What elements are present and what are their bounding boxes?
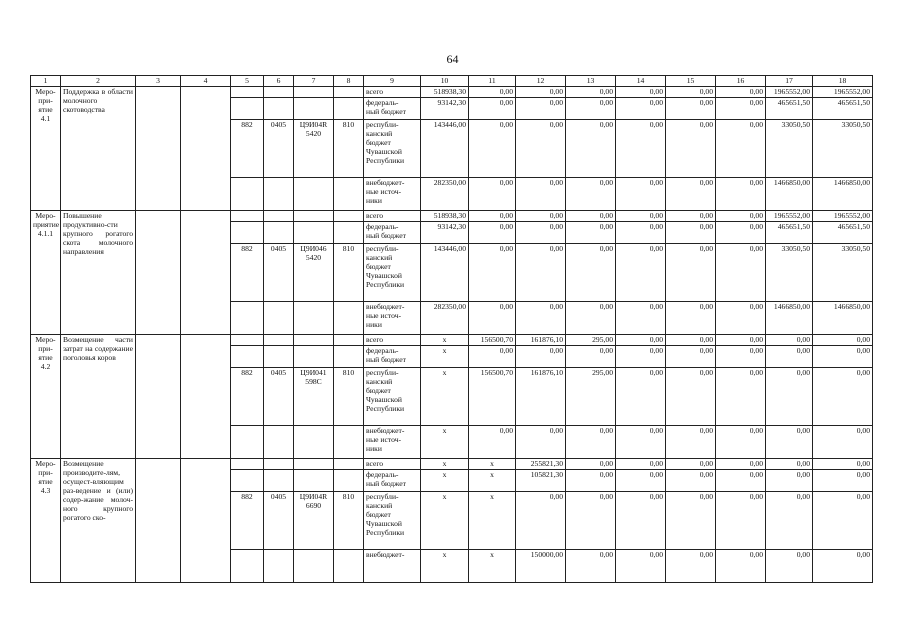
ministry-code	[231, 346, 264, 368]
value-cell: 465651,50	[766, 98, 813, 120]
expense-type-code	[334, 550, 364, 583]
value-cell: 156500,70	[469, 368, 516, 426]
funding-source: федераль- ный бюджет	[364, 346, 421, 368]
funding-source: федераль- ный бюджет	[364, 98, 421, 120]
event-label: Меро- при- ятие 4.3	[31, 459, 61, 583]
value-cell: 0,00	[666, 302, 716, 335]
ministry-code	[231, 426, 264, 459]
event-label: Меро- при- ятие 4.2	[31, 335, 61, 459]
value-cell: x	[421, 335, 469, 346]
target-article-code	[294, 470, 334, 492]
funding-source: всего	[364, 459, 421, 470]
expense-type-code	[334, 459, 364, 470]
column-number-18: 18	[813, 76, 873, 87]
value-cell: 0,00	[616, 302, 666, 335]
target-article-code: Ц9И04R 5420	[294, 120, 334, 178]
value-cell: 282350,00	[421, 178, 469, 211]
column-number-3: 3	[136, 76, 181, 87]
value-cell: 0,00	[469, 87, 516, 98]
value-cell: 0,00	[469, 178, 516, 211]
value-cell: 0,00	[566, 222, 616, 244]
value-cell: 0,00	[469, 98, 516, 120]
value-cell: 0,00	[666, 98, 716, 120]
value-cell: x	[421, 492, 469, 550]
value-cell: 0,00	[566, 87, 616, 98]
ministry-code	[231, 302, 264, 335]
value-cell: 0,00	[566, 244, 616, 302]
value-cell: 0,00	[516, 302, 566, 335]
value-cell: 0,00	[716, 211, 766, 222]
ministry-code	[231, 178, 264, 211]
funding-source: внебюджет- ные источ- ники	[364, 302, 421, 335]
target-article-code	[294, 346, 334, 368]
funding-source: федераль- ный бюджет	[364, 470, 421, 492]
value-cell: 0,00	[516, 492, 566, 550]
section-code: 0405	[264, 244, 294, 302]
table-row	[31, 87, 873, 98]
funding-source: внебюджет- ные источ- ники	[364, 426, 421, 459]
value-cell: 0,00	[516, 178, 566, 211]
value-cell: 0,00	[666, 426, 716, 459]
value-cell: 0,00	[766, 550, 813, 583]
value-cell: 0,00	[566, 550, 616, 583]
value-cell: 0,00	[616, 335, 666, 346]
value-cell: 0,00	[716, 346, 766, 368]
column-number-7: 7	[294, 76, 334, 87]
value-cell: 0,00	[766, 459, 813, 470]
value-cell: 0,00	[666, 459, 716, 470]
value-cell: x	[421, 346, 469, 368]
column-number-8: 8	[334, 76, 364, 87]
section-code	[264, 550, 294, 583]
value-cell: 0,00	[716, 368, 766, 426]
value-cell: 0,00	[616, 222, 666, 244]
section-code	[264, 302, 294, 335]
expense-type-code: 810	[334, 492, 364, 550]
ministry-code	[231, 459, 264, 470]
expense-type-code: 810	[334, 368, 364, 426]
target-article-code: Ц9И041 598С	[294, 368, 334, 426]
value-cell: 0,00	[716, 87, 766, 98]
ministry-code	[231, 211, 264, 222]
expense-type-code	[334, 346, 364, 368]
value-cell: 0,00	[469, 211, 516, 222]
expense-type-code	[334, 178, 364, 211]
expense-type-code	[334, 211, 364, 222]
value-cell: 0,00	[566, 426, 616, 459]
value-cell: 0,00	[469, 244, 516, 302]
column-number-13: 13	[566, 76, 616, 87]
value-cell: 93142,30	[421, 98, 469, 120]
value-cell: 0,00	[469, 346, 516, 368]
value-cell: x	[421, 426, 469, 459]
value-cell: x	[421, 550, 469, 583]
column-number-4: 4	[181, 76, 231, 87]
column-number-2: 2	[61, 76, 136, 87]
value-cell: 93142,30	[421, 222, 469, 244]
section-code	[264, 211, 294, 222]
value-cell: 0,00	[616, 426, 666, 459]
value-cell: 0,00	[666, 87, 716, 98]
value-cell: 1466850,00	[766, 302, 813, 335]
value-cell: x	[421, 368, 469, 426]
value-cell: 0,00	[666, 550, 716, 583]
value-cell: 0,00	[566, 178, 616, 211]
value-cell: 0,00	[616, 550, 666, 583]
expense-type-code	[334, 470, 364, 492]
ministry-code	[231, 98, 264, 120]
value-cell: 0,00	[469, 426, 516, 459]
section-code	[264, 87, 294, 98]
value-cell: 143446,00	[421, 244, 469, 302]
ministry-code	[231, 222, 264, 244]
value-cell: 0,00	[616, 120, 666, 178]
column-number-16: 16	[716, 76, 766, 87]
value-cell: 150000,00	[516, 550, 566, 583]
funding-source: республи- канский бюджет Чувашской Республики	[364, 244, 421, 302]
column-4-cell	[181, 87, 231, 211]
value-cell: 0,00	[716, 178, 766, 211]
value-cell: 0,00	[666, 335, 716, 346]
event-name: Поддержка в области молочного скотоводства	[61, 87, 136, 211]
value-cell: 0,00	[469, 222, 516, 244]
value-cell: 0,00	[716, 470, 766, 492]
column-3-cell	[136, 87, 181, 211]
value-cell: 0,00	[716, 120, 766, 178]
event-label: Меро- при- ятие 4.1	[31, 87, 61, 211]
value-cell: 0,00	[566, 492, 616, 550]
section-code: 0405	[264, 368, 294, 426]
value-cell: 0,00	[469, 302, 516, 335]
expense-type-code	[334, 87, 364, 98]
value-cell: 0,00	[766, 368, 813, 426]
value-cell: 105821,30	[516, 470, 566, 492]
target-article-code	[294, 426, 334, 459]
value-cell: 0,00	[516, 120, 566, 178]
value-cell: 0,00	[666, 470, 716, 492]
column-number-6: 6	[264, 76, 294, 87]
expense-type-code: 810	[334, 244, 364, 302]
value-cell: 0,00	[616, 178, 666, 211]
column-4-cell	[181, 459, 231, 583]
value-cell: 0,00	[766, 346, 813, 368]
target-article-code: Ц9И04R 6690	[294, 492, 334, 550]
value-cell: 0,00	[516, 98, 566, 120]
value-cell: 0,00	[566, 459, 616, 470]
column-number-15: 15	[666, 76, 716, 87]
section-code	[264, 335, 294, 346]
column-number-10: 10	[421, 76, 469, 87]
value-cell: 0,00	[616, 459, 666, 470]
value-cell: 33050,50	[813, 120, 873, 178]
value-cell: 0,00	[566, 302, 616, 335]
value-cell: 0,00	[716, 459, 766, 470]
value-cell: 0,00	[716, 550, 766, 583]
value-cell: 0,00	[766, 335, 813, 346]
column-3-cell	[136, 459, 181, 583]
value-cell: 0,00	[813, 492, 873, 550]
value-cell: 0,00	[666, 211, 716, 222]
target-article-code	[294, 302, 334, 335]
value-cell: x	[421, 470, 469, 492]
funding-source: республи- канский бюджет Чувашской Республики	[364, 368, 421, 426]
target-article-code	[294, 87, 334, 98]
value-cell: 1965552,00	[813, 211, 873, 222]
value-cell: 0,00	[766, 426, 813, 459]
value-cell: 0,00	[716, 222, 766, 244]
ministry-code	[231, 470, 264, 492]
value-cell: x	[469, 470, 516, 492]
value-cell: 0,00	[716, 98, 766, 120]
funding-source: республи- канский бюджет Чувашской Республики	[364, 492, 421, 550]
column-number-1: 1	[31, 76, 61, 87]
section-code: 0405	[264, 492, 294, 550]
value-cell: 465651,50	[813, 98, 873, 120]
value-cell: 1965552,00	[766, 211, 813, 222]
value-cell: 33050,50	[813, 244, 873, 302]
value-cell: 0,00	[813, 368, 873, 426]
value-cell: 161876,10	[516, 335, 566, 346]
event-name: Повышение продуктивно-сти крупного рогатого скота молочного направления	[61, 211, 136, 335]
value-cell: 0,00	[666, 120, 716, 178]
column-number-14: 14	[616, 76, 666, 87]
value-cell: 0,00	[566, 346, 616, 368]
target-article-code	[294, 222, 334, 244]
value-cell: 161876,10	[516, 368, 566, 426]
funding-source: федераль- ный бюджет	[364, 222, 421, 244]
value-cell: 0,00	[813, 335, 873, 346]
section-code	[264, 178, 294, 211]
ministry-code: 882	[231, 244, 264, 302]
target-article-code	[294, 459, 334, 470]
expense-type-code: 810	[334, 120, 364, 178]
value-cell: 33050,50	[766, 244, 813, 302]
column-number-row	[31, 76, 873, 87]
section-code	[264, 98, 294, 120]
event-label: Меро- приятие 4.1.1	[31, 211, 61, 335]
ministry-code	[231, 87, 264, 98]
value-cell: 1965552,00	[813, 87, 873, 98]
section-code	[264, 426, 294, 459]
value-cell: 0,00	[666, 244, 716, 302]
column-4-cell	[181, 335, 231, 459]
value-cell: x	[469, 492, 516, 550]
expense-type-code	[334, 302, 364, 335]
value-cell: 0,00	[716, 492, 766, 550]
ministry-code: 882	[231, 120, 264, 178]
value-cell: 0,00	[766, 492, 813, 550]
value-cell: 0,00	[516, 211, 566, 222]
value-cell: 0,00	[666, 368, 716, 426]
value-cell: 0,00	[666, 178, 716, 211]
value-cell: 518938,30	[421, 87, 469, 98]
page-number: 64	[446, 52, 459, 66]
value-cell: 0,00	[566, 470, 616, 492]
funding-source: всего	[364, 87, 421, 98]
value-cell: 0,00	[766, 470, 813, 492]
value-cell: 0,00	[516, 222, 566, 244]
value-cell: 0,00	[616, 492, 666, 550]
value-cell: 0,00	[813, 346, 873, 368]
value-cell: 295,00	[566, 368, 616, 426]
target-article-code	[294, 550, 334, 583]
table-row	[31, 459, 873, 470]
value-cell: 0,00	[666, 346, 716, 368]
value-cell: 143446,00	[421, 120, 469, 178]
value-cell: 0,00	[616, 211, 666, 222]
value-cell: 0,00	[566, 98, 616, 120]
value-cell: 1466850,00	[813, 178, 873, 211]
target-article-code	[294, 335, 334, 346]
expense-type-code	[334, 222, 364, 244]
target-article-code	[294, 178, 334, 211]
funding-source: всего	[364, 335, 421, 346]
value-cell: 0,00	[616, 346, 666, 368]
column-number-9: 9	[364, 76, 421, 87]
table-row	[31, 335, 873, 346]
table-row	[31, 211, 873, 222]
column-3-cell	[136, 335, 181, 459]
column-number-12: 12	[516, 76, 566, 87]
value-cell: 0,00	[666, 492, 716, 550]
column-number-17: 17	[766, 76, 813, 87]
ministry-code: 882	[231, 368, 264, 426]
value-cell: 156500,70	[469, 335, 516, 346]
target-article-code: Ц9И046 5420	[294, 244, 334, 302]
value-cell: x	[421, 459, 469, 470]
event-name: Возмещение части затрат на содержание поголовья коров	[61, 335, 136, 459]
value-cell: 295,00	[566, 335, 616, 346]
value-cell: 1466850,00	[766, 178, 813, 211]
value-cell: 0,00	[716, 244, 766, 302]
section-code	[264, 346, 294, 368]
column-4-cell	[181, 211, 231, 335]
section-code	[264, 470, 294, 492]
value-cell: 0,00	[516, 346, 566, 368]
ministry-code: 882	[231, 492, 264, 550]
value-cell: 465651,50	[766, 222, 813, 244]
value-cell: 1965552,00	[766, 87, 813, 98]
value-cell: 255821,30	[516, 459, 566, 470]
event-name: Возмещение производите-лям, осущест-вляющим раз-ведение и (или) содер-жание молоч-ного крупного рогатого ско-	[61, 459, 136, 583]
value-cell: 0,00	[616, 98, 666, 120]
value-cell: 0,00	[666, 222, 716, 244]
budget-table	[30, 75, 873, 583]
value-cell: x	[469, 459, 516, 470]
expense-type-code	[334, 98, 364, 120]
value-cell: 0,00	[716, 335, 766, 346]
column-number-5: 5	[231, 76, 264, 87]
ministry-code	[231, 550, 264, 583]
value-cell: 0,00	[616, 244, 666, 302]
value-cell: 0,00	[813, 426, 873, 459]
funding-source: внебюджет-	[364, 550, 421, 583]
value-cell: 0,00	[716, 426, 766, 459]
funding-source: республи- канский бюджет Чувашской Республики	[364, 120, 421, 178]
value-cell: 518938,30	[421, 211, 469, 222]
value-cell: 0,00	[566, 211, 616, 222]
target-article-code	[294, 98, 334, 120]
value-cell: 0,00	[516, 426, 566, 459]
value-cell: 0,00	[813, 470, 873, 492]
section-code	[264, 222, 294, 244]
section-code: 0405	[264, 120, 294, 178]
funding-source: внебюджет- ные источ- ники	[364, 178, 421, 211]
value-cell: 0,00	[516, 244, 566, 302]
value-cell: 0,00	[813, 459, 873, 470]
column-3-cell	[136, 211, 181, 335]
target-article-code	[294, 211, 334, 222]
ministry-code	[231, 335, 264, 346]
value-cell: x	[469, 550, 516, 583]
expense-type-code	[334, 335, 364, 346]
value-cell: 0,00	[616, 87, 666, 98]
value-cell: 0,00	[716, 302, 766, 335]
value-cell: 1466850,00	[813, 302, 873, 335]
expense-type-code	[334, 426, 364, 459]
column-number-11: 11	[469, 76, 516, 87]
value-cell: 0,00	[566, 120, 616, 178]
section-code	[264, 459, 294, 470]
funding-source: всего	[364, 211, 421, 222]
value-cell: 465651,50	[813, 222, 873, 244]
value-cell: 33050,50	[766, 120, 813, 178]
value-cell: 0,00	[616, 470, 666, 492]
value-cell: 0,00	[616, 368, 666, 426]
value-cell: 282350,00	[421, 302, 469, 335]
value-cell: 0,00	[516, 87, 566, 98]
value-cell: 0,00	[813, 550, 873, 583]
value-cell: 0,00	[469, 120, 516, 178]
